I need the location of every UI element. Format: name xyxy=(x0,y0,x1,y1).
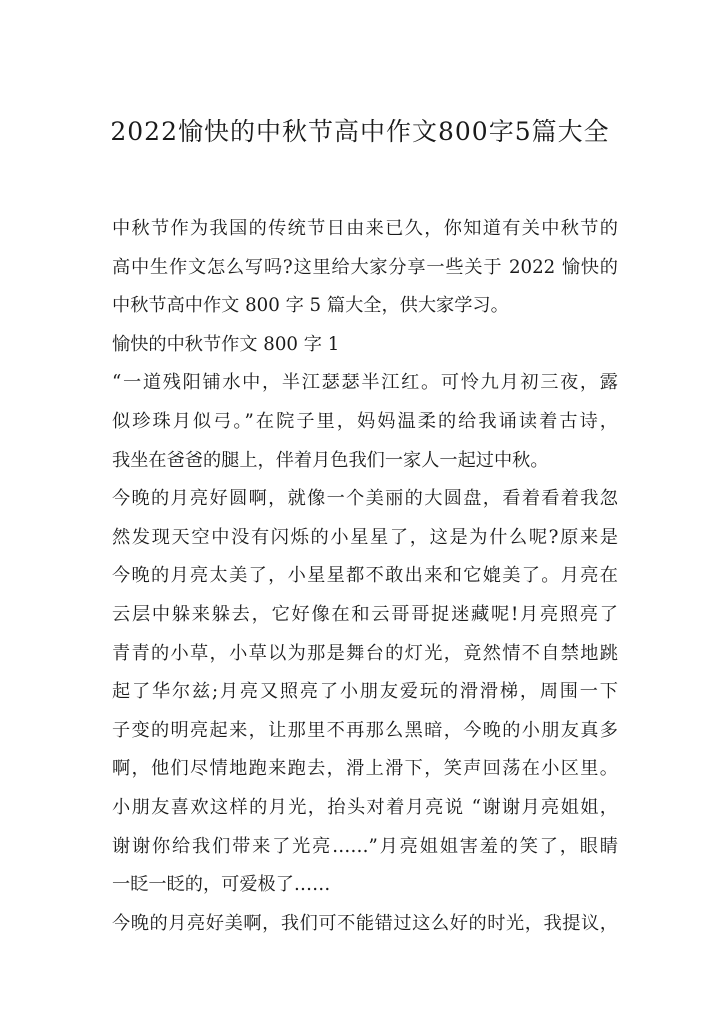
document-title: 2022愉快的中秋节高中作文800字5篇大全 xyxy=(110,117,610,146)
paragraph-line: 然发现天空中没有闪烁的小星星了，这是为什么呢?原来是 xyxy=(112,526,618,548)
paragraph-line: 一眨一眨的，可爱极了…… xyxy=(112,874,331,896)
paragraph-line: 今晚的月亮好美啊，我们可不能错过这么好的时光，我提议， xyxy=(112,912,618,934)
paragraph-line: 我坐在爸爸的腿上，伴着月色我们一家人一起过中秋。 xyxy=(112,449,549,471)
paragraph-line: 高中生作文怎么写吗?这里给大家分享一些关于 2022 愉快的 xyxy=(112,256,618,278)
paragraph-line: 谢谢你给我们带来了光亮……”月亮姐姐害羞的笑了，眼睛 xyxy=(112,835,618,857)
paragraph-line: 云层中躲来躲去，它好像在和云哥哥捉迷藏呢!月亮照亮了 xyxy=(112,603,618,625)
paragraph-line: 子变的明亮起来，让那里不再那么黑暗，今晚的小朋友真多 xyxy=(112,719,618,741)
paragraph-line: “一道残阳铺水中，半江瑟瑟半江红。可怜九月初三夜，露 xyxy=(112,372,618,394)
paragraph-line: 小朋友喜欢这样的月光，抬头对着月亮说 “谢谢月亮姐姐， xyxy=(112,796,618,818)
paragraph-line: 今晚的月亮好圆啊，就像一个美丽的大圆盘，看着看着我忽 xyxy=(112,488,618,510)
paragraph-line: 起了华尔兹;月亮又照亮了小朋友爱玩的滑滑梯，周围一下 xyxy=(112,681,618,703)
section-heading: 愉快的中秋节作文 800 字 1 xyxy=(112,333,340,355)
paragraph-line: 青青的小草，小草以为那是舞台的灯光，竟然情不自禁地跳 xyxy=(112,642,618,664)
paragraph-line: 啊，他们尽情地跑来跑去，滑上滑下，笑声回荡在小区里。 xyxy=(112,758,618,780)
paragraph-line: 似珍珠月似弓。”在院子里，妈妈温柔的给我诵读着古诗， xyxy=(112,410,618,432)
paragraph-line: 中秋节作为我国的传统节日由来已久，你知道有关中秋节的 xyxy=(112,218,618,239)
document-body xyxy=(112,210,618,943)
paragraph-line: 今晚的月亮太美了，小星星都不敢出来和它媲美了。月亮在 xyxy=(112,565,618,587)
paragraph-line: 中秋节高中作文 800 字 5 篇大全，供大家学习。 xyxy=(112,295,509,317)
